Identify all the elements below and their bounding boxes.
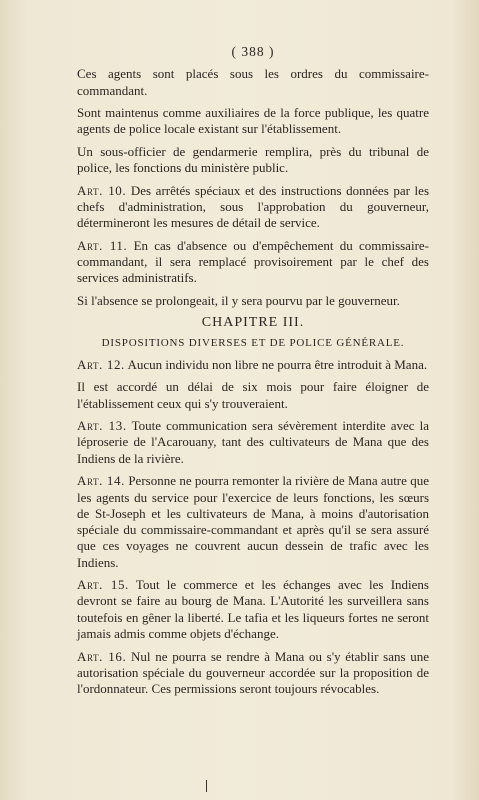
article-text: Aucun individu non libre ne pourra être introduit à Mana. [127,356,428,372]
article-paragraph [77,473,429,571]
article-paragraph [77,418,429,467]
article-text: Nul ne pourra se rendre à Mana ou s'y établir sans une autorisation spéciale du gouverneur accordée sur la proposition de l'ordonnateur. Ces permissions seront toujours révocables. [77,648,430,697]
page-text [77,44,429,704]
paragraph-text: Un sous-officier de gendarmerie remplira, près du tribunal de police, les fonctions du ministère public. [77,143,429,176]
article-label: Art. 16. [77,648,127,664]
article-paragraph [77,357,429,373]
article-label: Art. 11. [77,237,128,253]
article-paragraph [77,238,429,287]
chapter-title: CHAPITRE III. [201,315,305,331]
article-label: Art. 12. [77,356,125,372]
paragraph [77,293,429,309]
paragraph [77,379,429,412]
article-text: En cas d'absence ou d'empêchement du commissaire-commandant, il sera remplacé provisoirement par le chef des services administratifs. [77,237,429,286]
paragraph [77,66,429,99]
article-label: Art. 15. [77,577,129,593]
paragraph-text: Ces agents sont placés sous les ordres du commissaire-commandant. [77,66,429,98]
section-title: DISPOSITIONS DIVERSES ET DE POLICE GÉNÉRALE. [101,336,405,349]
paragraph [77,105,429,138]
article-text: Tout le commerce et les échanges avec les Indiens devront se faire au bourg de Mana. L'Autorité les surveillera sans toutefois en gêner la liberté. Le tafia et les liqueurs fortes ne seront jamais admis comme objets d'échange. [77,577,429,642]
page-number: ( 388 ) [231,44,275,59]
paragraph-text: Sont maintenus comme auxiliaires de la force publique, les quatre agents de police locale existant sur l'établissement. [77,105,429,137]
article-paragraph [77,577,429,642]
article-text: Toute communication sera sévèrement interdite avec la léproserie de l'Acarouany, tant des cultivateurs de Mana que des Indiens de la rivière. [77,418,429,466]
article-label: Art. 13. [77,418,127,434]
article-text: Des arrêtés spéciaux et des instructions données par les chefs d'administration, sous l'approbation du gouverneur, détermineront les mesures de détail de service. [77,182,429,231]
article-label: Art. 10. [77,182,127,198]
article-label: Art. 14. [77,473,125,489]
paragraph [77,144,429,177]
article-text: Personne ne pourra remonter la rivière de Mana autre que les agents du service pour l'exercice de leurs fonctions, les sœurs de St-Joseph et les cultivateurs de Mana, à moins d'autorisation spéciale du commissaire-commandant et après qu'il se sera assuré que ces voyages ne couvrent aucun dessein de trafic avec les Indiens. [77,473,430,570]
paragraph-text: Il est accordé un délai de six mois pour faire éloigner de l'établissement ceux qui s'y trouveraient. [77,379,429,411]
article-paragraph [77,183,429,232]
footer-mark [206,780,207,792]
paragraph-text: Si l'absence se prolongeait, il y sera pourvu par le gouverneur. [77,292,400,308]
article-paragraph [77,649,429,698]
